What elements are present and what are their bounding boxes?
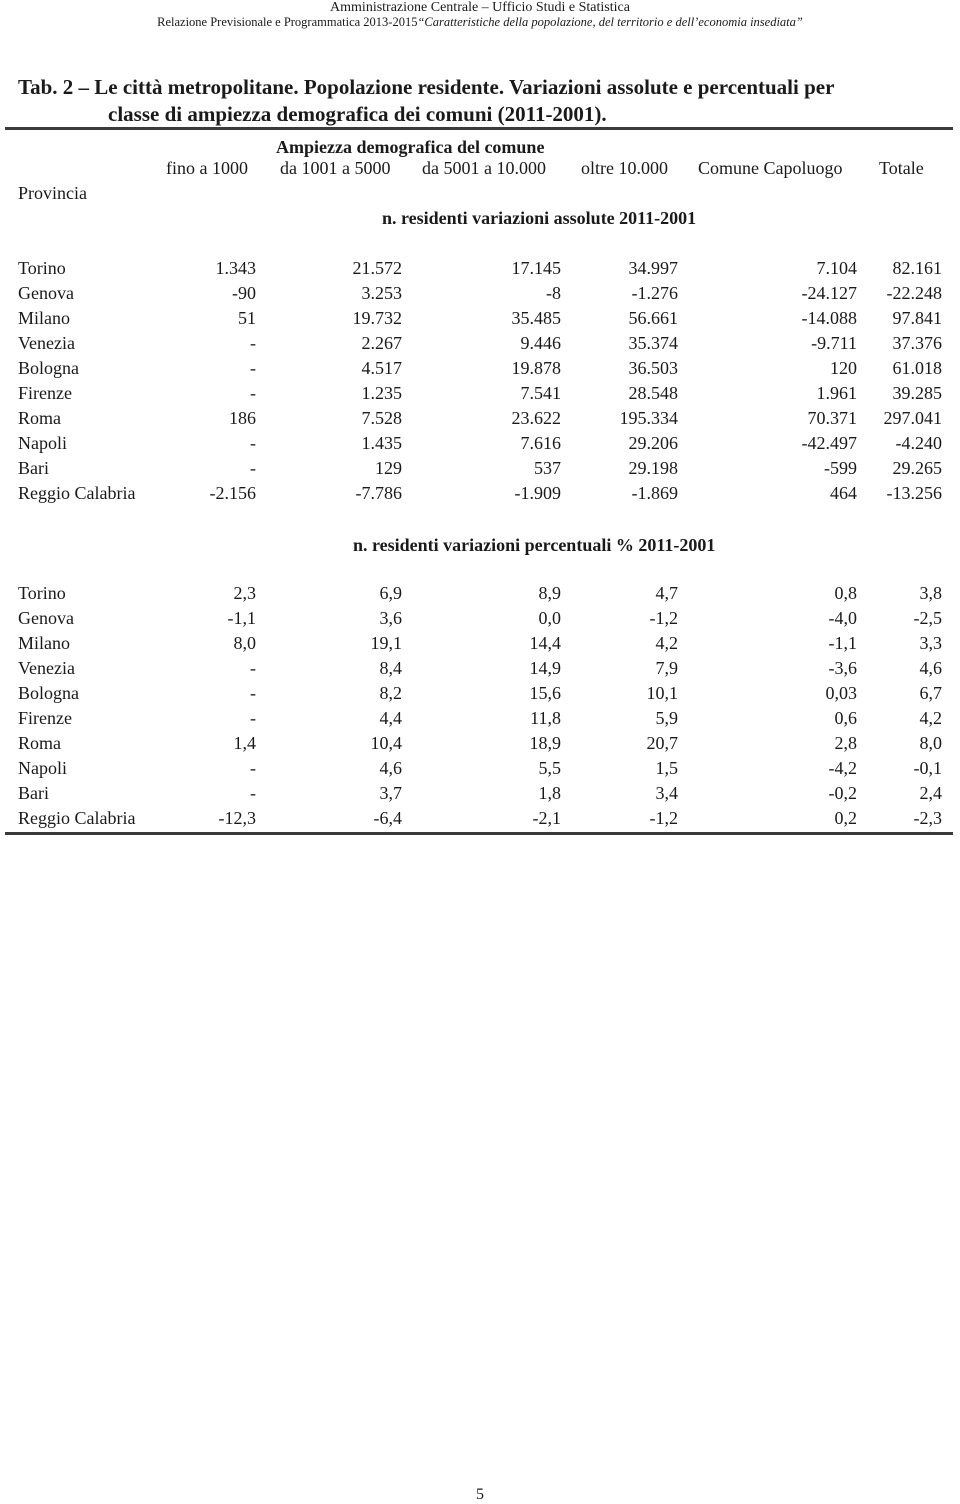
cell-value: 8,9: [538, 583, 561, 603]
cell-value: -1,1: [828, 633, 857, 653]
page-header-office: Amministrazione Centrale – Ufficio Studi e Statistica: [330, 0, 630, 15]
table-row: [0, 333, 960, 358]
cell-value: 7.528: [361, 408, 402, 428]
province-name: Venezia: [18, 658, 75, 678]
cell-value: 19.878: [511, 358, 561, 378]
table-row: [0, 633, 960, 658]
cell-value: 2.267: [361, 333, 402, 353]
cell-value: -22.248: [886, 283, 942, 303]
cell-value: 35.374: [628, 333, 678, 353]
table-row: [0, 433, 960, 458]
table-row: [0, 583, 960, 608]
province-name: Reggio Calabria: [18, 483, 136, 503]
cell-value: -2,5: [913, 608, 942, 628]
cell-value: -14.088: [801, 308, 857, 328]
province-name: Roma: [18, 408, 61, 428]
cell-value: 29.198: [628, 458, 678, 478]
table-row: [0, 808, 960, 833]
cell-value: 82.161: [892, 258, 942, 278]
cell-value: 0,03: [825, 683, 857, 703]
cell-value: -: [250, 658, 256, 678]
cell-value: 3,7: [379, 783, 402, 803]
province-name: Torino: [18, 258, 66, 278]
table-row: [0, 308, 960, 333]
cell-value: -2.156: [209, 483, 256, 503]
cell-value: -599: [824, 458, 857, 478]
cell-value: -1,1: [227, 608, 256, 628]
cell-value: -42.497: [801, 433, 857, 453]
cell-value: 10,4: [370, 733, 402, 753]
page-header-report: [0, 15, 960, 29]
cell-value: 7.541: [520, 383, 561, 403]
cell-value: -13.256: [886, 483, 942, 503]
cell-value: 36.503: [628, 358, 678, 378]
cell-value: 4,7: [655, 583, 678, 603]
cell-value: 5,5: [538, 758, 561, 778]
province-name: Genova: [18, 608, 74, 628]
cell-value: 61.018: [892, 358, 942, 378]
cell-value: 97.841: [892, 308, 942, 328]
cell-value: 56.661: [628, 308, 678, 328]
col-header-4: oltre 10.000: [581, 158, 668, 178]
cell-value: 3,6: [379, 608, 402, 628]
cell-value: 70.371: [807, 408, 857, 428]
cell-value: 34.997: [628, 258, 678, 278]
cell-value: -: [250, 333, 256, 353]
cell-value: 1,8: [538, 783, 561, 803]
province-name: Reggio Calabria: [18, 808, 136, 828]
cell-value: -0,1: [913, 758, 942, 778]
cell-value: 195.334: [619, 408, 678, 428]
cell-value: 7.616: [520, 433, 561, 453]
cell-value: 120: [830, 358, 857, 378]
cell-value: 14,9: [529, 658, 561, 678]
cell-value: -1,2: [649, 608, 678, 628]
cell-value: 8,0: [919, 733, 942, 753]
cell-value: 3,4: [655, 783, 678, 803]
cell-value: -24.127: [801, 283, 857, 303]
table-row: [0, 458, 960, 483]
cell-value: 464: [830, 483, 857, 503]
cell-value: -: [250, 708, 256, 728]
report-subtitle: “Caratteristiche della popolazione, del territorio e dell’economia insediata”: [417, 15, 803, 29]
table-row: [0, 358, 960, 383]
table-row: [0, 683, 960, 708]
province-name: Milano: [18, 308, 70, 328]
cell-value: 3,3: [919, 633, 942, 653]
col-header-6: Totale: [879, 158, 924, 178]
bottom-rule: [5, 832, 953, 835]
cell-value: 1.961: [816, 383, 857, 403]
cell-value: 4,6: [379, 758, 402, 778]
table-title-line2: classe di ampiezza demografica dei comuni (2011-2001).: [108, 102, 607, 126]
table-row: [0, 783, 960, 808]
cell-value: -2,1: [532, 808, 561, 828]
cell-value: 1,4: [233, 733, 256, 753]
cell-value: 23.622: [511, 408, 561, 428]
cell-value: -90: [232, 283, 256, 303]
cell-value: -1.869: [631, 483, 678, 503]
province-name: Venezia: [18, 333, 75, 353]
cell-value: 29.265: [892, 458, 942, 478]
cell-value: 5,9: [655, 708, 678, 728]
cell-value: 6,7: [919, 683, 942, 703]
cell-value: 8,0: [233, 633, 256, 653]
cell-value: 2,4: [919, 783, 942, 803]
cell-value: -: [250, 433, 256, 453]
cell-value: 129: [375, 458, 402, 478]
cell-value: 19,1: [370, 633, 402, 653]
table-row: [0, 733, 960, 758]
cell-value: -3,6: [828, 658, 857, 678]
cell-value: 21.572: [352, 258, 402, 278]
table-row: [0, 258, 960, 283]
cell-value: 11,8: [530, 708, 561, 728]
cell-value: 9.446: [520, 333, 561, 353]
province-name: Napoli: [18, 433, 67, 453]
section-pct-title: n. residenti variazioni percentuali % 2011-2001: [353, 535, 716, 555]
cell-value: -12,3: [218, 808, 256, 828]
col-header-1: fino a 1000: [166, 158, 248, 178]
province-name: Bari: [18, 458, 49, 478]
cell-value: -7.786: [355, 483, 402, 503]
cell-value: -2,3: [913, 808, 942, 828]
cell-value: 4,4: [379, 708, 402, 728]
section-abs-title: n. residenti variazioni assolute 2011-2001: [382, 208, 697, 228]
cell-value: 537: [534, 458, 561, 478]
report-title: Relazione Previsionale e Programmatica 2013-2015: [157, 15, 418, 29]
cell-value: 1.343: [215, 258, 256, 278]
cell-value: -9.711: [811, 333, 857, 353]
cell-value: 17.145: [511, 258, 561, 278]
cell-value: 10,1: [646, 683, 678, 703]
cell-value: 0,0: [538, 608, 561, 628]
cell-value: 297.041: [883, 408, 942, 428]
cell-value: 28.548: [628, 383, 678, 403]
row-header: Provincia: [18, 183, 87, 203]
cell-value: 29.206: [628, 433, 678, 453]
cell-value: 35.485: [511, 308, 561, 328]
table-row: [0, 608, 960, 633]
cell-value: -4.240: [895, 433, 942, 453]
cell-value: -: [250, 758, 256, 778]
province-name: Bologna: [18, 358, 79, 378]
cell-value: 3,8: [919, 583, 942, 603]
cell-value: -: [250, 358, 256, 378]
table-row: [0, 383, 960, 408]
table-title-line1: Tab. 2 – Le città metropolitane. Popolazione residente. Variazioni assolute e percentuali per: [18, 75, 835, 99]
cell-value: 3.253: [361, 283, 402, 303]
province-name: Firenze: [18, 383, 72, 403]
cell-value: 19.732: [352, 308, 402, 328]
cell-value: 51: [238, 308, 256, 328]
cell-value: 7.104: [816, 258, 857, 278]
cell-value: -6,4: [373, 808, 402, 828]
cell-value: -4,0: [828, 608, 857, 628]
table-row: [0, 283, 960, 308]
cell-value: 0,6: [834, 708, 857, 728]
province-name: Torino: [18, 583, 66, 603]
cell-value: 1.235: [361, 383, 402, 403]
table-row: [0, 483, 960, 508]
cell-value: 20,7: [646, 733, 678, 753]
table-row: [0, 408, 960, 433]
top-rule: [5, 127, 953, 130]
province-name: Genova: [18, 283, 74, 303]
cell-value: -1.909: [514, 483, 561, 503]
cell-value: 7,9: [655, 658, 678, 678]
cell-value: 8,4: [379, 658, 402, 678]
cell-value: -1,2: [649, 808, 678, 828]
cell-value: 1.435: [361, 433, 402, 453]
col-header-5: Comune Capoluogo: [698, 158, 843, 178]
cell-value: 4,2: [655, 633, 678, 653]
col-header-2: da 1001 a 5000: [280, 158, 391, 178]
page-number: 5: [476, 1486, 484, 1503]
col-header-3: da 5001 a 10.000: [422, 158, 546, 178]
cell-value: 14,4: [529, 633, 561, 653]
cell-value: 39.285: [892, 383, 942, 403]
cell-value: 0,8: [834, 583, 857, 603]
cell-value: -: [250, 383, 256, 403]
province-name: Napoli: [18, 758, 67, 778]
table-row: [0, 708, 960, 733]
cell-value: 6,9: [379, 583, 402, 603]
province-name: Bari: [18, 783, 49, 803]
province-name: Milano: [18, 633, 70, 653]
cell-value: -: [250, 783, 256, 803]
cell-value: 8,2: [379, 683, 402, 703]
cell-value: 18,9: [529, 733, 561, 753]
cell-value: -: [250, 458, 256, 478]
cell-value: 37.376: [892, 333, 942, 353]
cell-value: -8: [546, 283, 561, 303]
cell-value: -0,2: [828, 783, 857, 803]
cell-value: 1,5: [655, 758, 678, 778]
cell-value: 4,2: [919, 708, 942, 728]
table-row: [0, 658, 960, 683]
table-row: [0, 758, 960, 783]
cell-value: 186: [229, 408, 256, 428]
cell-value: 4.517: [361, 358, 402, 378]
province-name: Firenze: [18, 708, 72, 728]
province-name: Bologna: [18, 683, 79, 703]
group-header: Ampiezza demografica del comune: [276, 137, 545, 157]
cell-value: 2,3: [233, 583, 256, 603]
province-name: Roma: [18, 733, 61, 753]
cell-value: 15,6: [529, 683, 561, 703]
cell-value: -1.276: [631, 283, 678, 303]
cell-value: -: [250, 683, 256, 703]
cell-value: -4,2: [828, 758, 857, 778]
cell-value: 2,8: [834, 733, 857, 753]
cell-value: 0,2: [834, 808, 857, 828]
cell-value: 4,6: [919, 658, 942, 678]
